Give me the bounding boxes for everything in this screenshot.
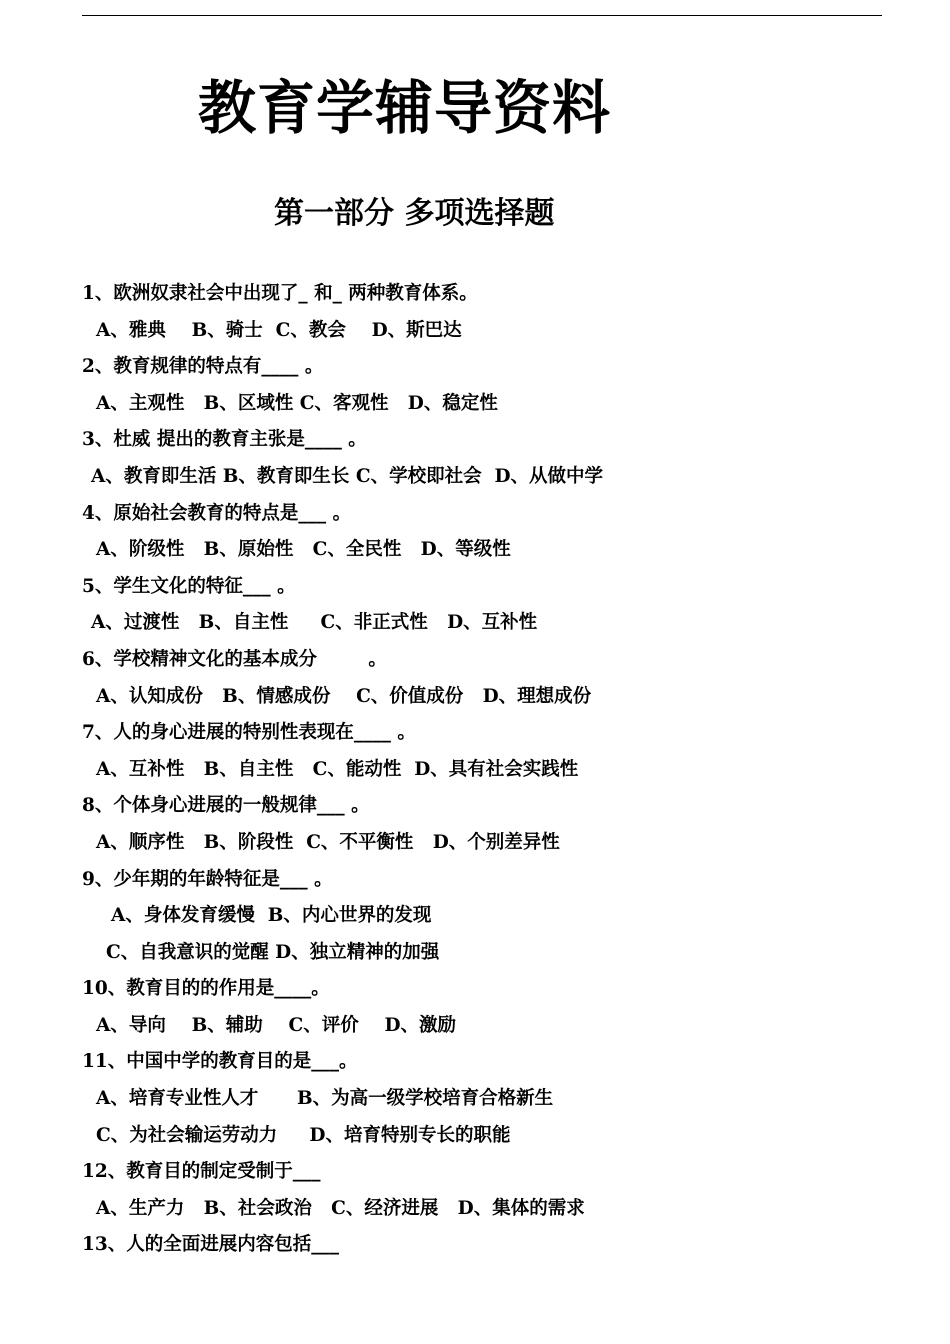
question-text: 12、教育目的制定受制于___ xyxy=(82,1161,321,1183)
question-text: 4、原始社会教育的特点是___ 。 xyxy=(82,502,352,524)
question-text: 3、杜威 提出的教育主张是____ 。 xyxy=(82,429,367,451)
question-text: 13、人的全面进展内容包括___ xyxy=(82,1234,339,1256)
options-line: C、为社会输运劳动力 D、培育特别专长的职能 xyxy=(96,1124,511,1146)
options-line: A、身体发育缓慢 B、内心世界的发现 xyxy=(111,905,432,927)
options-line: A、主观性 B、区域性 C、客观性 D、稳定性 xyxy=(96,392,498,414)
options-line: A、导向 B、辅助 C、评价 D、激励 xyxy=(96,1014,457,1036)
question-text: 2、教育规律的特点有____ 。 xyxy=(82,356,324,378)
document-title: 教育学辅导资料 xyxy=(198,74,612,142)
question-text: 8、个体身心进展的一般规律___ 。 xyxy=(82,795,370,817)
options-line: A、顺序性 B、阶段性 C、不平衡性 D、个别差异性 xyxy=(96,831,560,853)
options-line: A、雅典 B、骑士 C、教会 D、斯巴达 xyxy=(96,319,462,341)
options-line: A、阶级性 B、原始性 C、全民性 D、等级性 xyxy=(96,539,511,561)
question-text: 6、学校精神文化的基本成分 。 xyxy=(82,648,387,670)
question-text: 10、教育目的的作用是____。 xyxy=(82,978,330,1000)
options-line: C、自我意识的觉醒 D、独立精神的加强 xyxy=(106,941,440,963)
options-line: A、互补性 B、自主性 C、能动性 D、具有社会实践性 xyxy=(96,758,579,780)
question-text: 9、少年期的年龄特征是___ 。 xyxy=(82,868,333,890)
options-line: A、培育专业性人才 B、为高一级学校培育合格新生 xyxy=(96,1088,554,1110)
options-line: A、认知成份 B、情感成份 C、价值成份 D、理想成份 xyxy=(96,685,592,707)
question-list xyxy=(0,276,950,1264)
question-text: 11、中国中学的教育目的是___。 xyxy=(82,1051,358,1073)
options-line: A、教育即生活 B、教育即生长 C、学校即社会 D、从做中学 xyxy=(91,465,604,487)
options-line: A、过渡性 B、自主性 C、非正式性 D、互补性 xyxy=(91,612,538,634)
top-rule xyxy=(82,15,882,16)
options-line: A、生产力 B、社会政治 C、经济进展 D、集体的需求 xyxy=(96,1197,585,1219)
question-text: 7、人的身心进展的特别性表现在____ 。 xyxy=(82,722,416,744)
question-text: 1、欧洲奴隶社会中出现了_ 和_ 两种教育体系。 xyxy=(82,283,478,304)
section-heading: 第一部分 多项选择题 xyxy=(274,196,555,231)
question-text: 5、学生文化的特征___ 。 xyxy=(82,575,296,597)
